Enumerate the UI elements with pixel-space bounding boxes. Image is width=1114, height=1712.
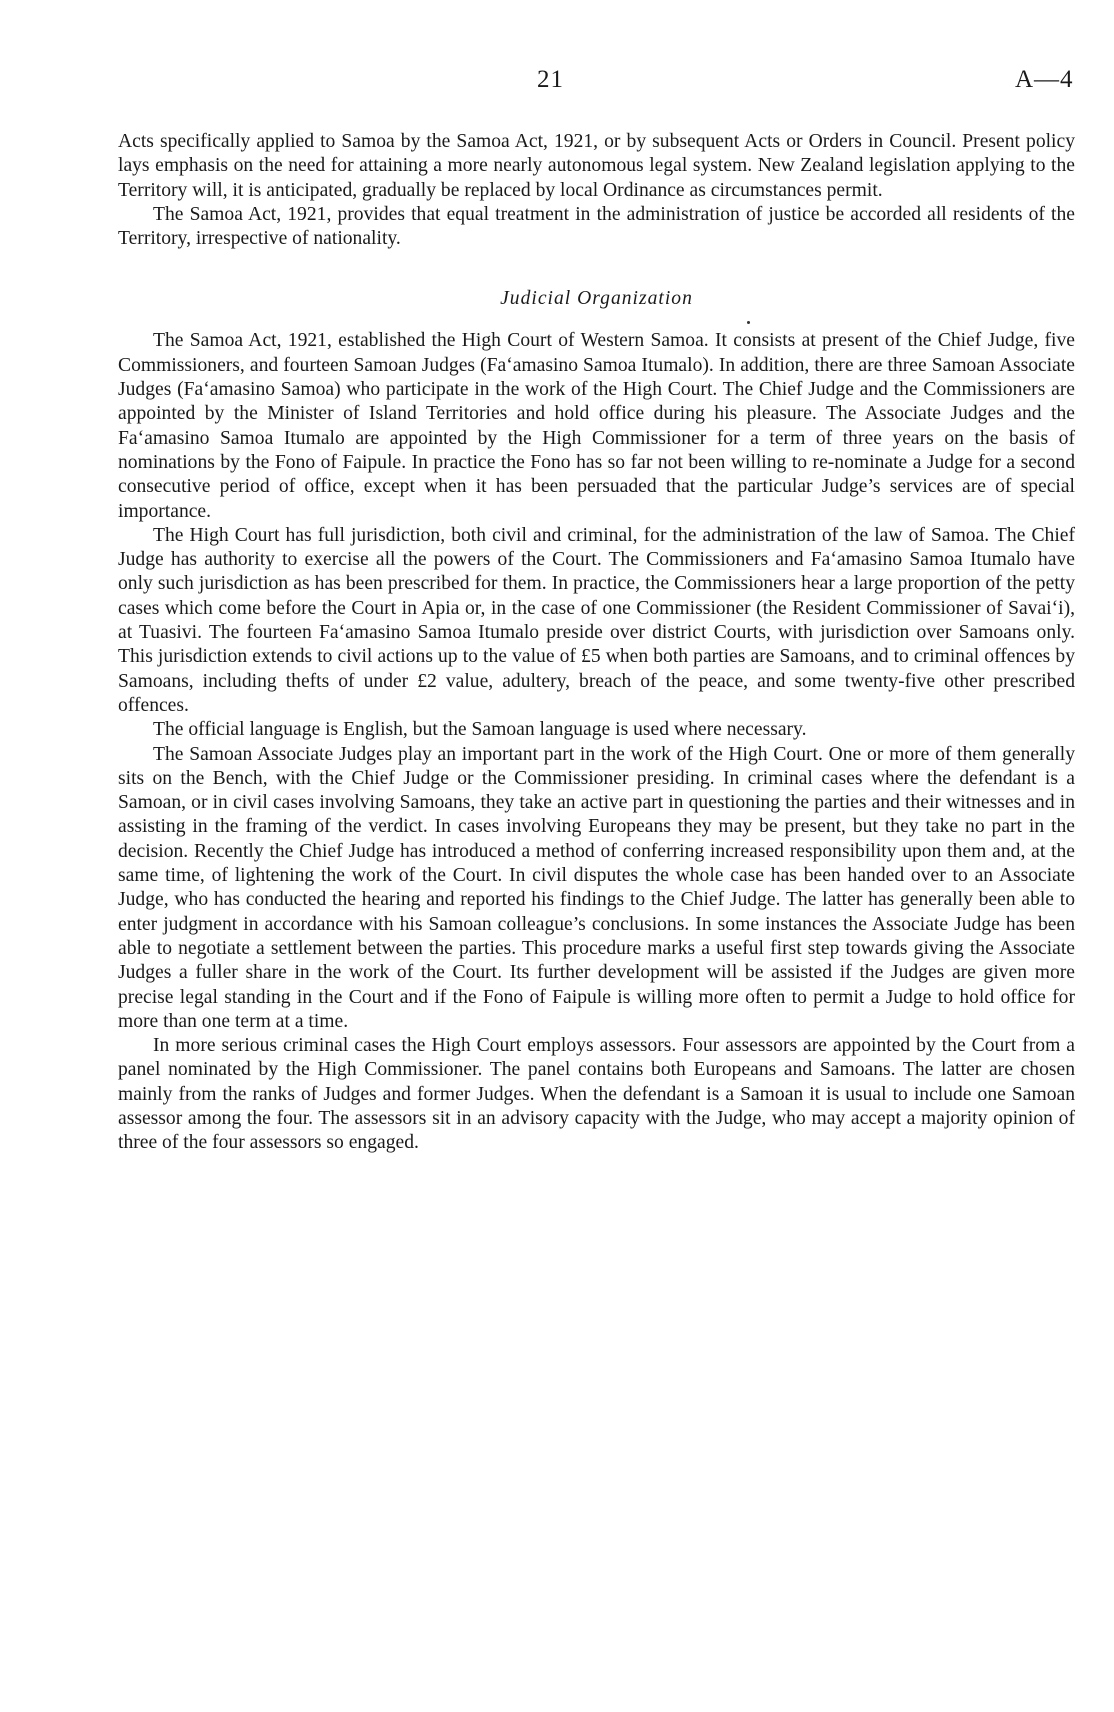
page-number: 21 (537, 66, 564, 93)
paragraph-language: The official language is English, but the Samoan language is used where necessary. (153, 719, 807, 741)
paragraph-associate-judges: The Samoan Associate Judges play an important part in the work of the High Court. One or more of them generally sits on the Bench, with the Chief Judge or the Commissioner presiding. In criminal cases where the defendant is a Samoan, or in civil cases involving Samoans, they take an active part in questioning the parties and their witnesses and in assisting in the framing of the verdict. In cases involving Europeans they may be present, but they take no part in the decision. Recently the Chief Judge has introduced a method of conferring increased responsibility upon them and, at the same time, of lightening the work of the Court. In civil disputes the whole case has been handed over to an Associate Judge, who has conducted the hearing and reported his findings to the Chief Judge. The latter has generally been able to enter judgment in accordance with his Samoan colleague’s conclusions. In some instances the Associate Judge has been able to negotiate a settlement between the parties. This procedure marks a useful first step towards giving the Associate Judges a fuller share in the work of the Court. Its further development will be assisted if the Judges are given more precise legal standing in the Court and if the Fono of Faipule is willing more often to permit a Judge to hold office for more than one term at a time. (118, 743, 1075, 1032)
paragraph-continuation: Acts specifically applied to Samoa by the Samoa Act, 1921, or by subsequent Acts or Orders in Council. Present policy lays emphasis on the need for attaining a more nearly autonomous legal system. New Zealand legislation applying to the Territory will, it is anticipated, gradually be replaced by local Ordinance as circumstances permit. (118, 131, 1075, 201)
paragraph-equal-treatment: The Samoa Act, 1921, provides that equal treatment in the administration of justice be accorded all residents of the Territory, irrespective of nationality. (118, 203, 1075, 250)
body-text (118, 130, 1075, 1156)
paragraph-jurisdiction: The High Court has full jurisdiction, both civil and criminal, for the administration of the law of Samoa. The Chief Judge has authority to exercise all the powers of the Court. The Commissioners and Fa‘amasino Samoa Itumalo have only such jurisdiction as has been prescribed for them. In practice, the Commissioners hear a large proportion of the petty cases which come before the Court in Apia or, in the case of one Commissioner (the Resident Commissioner of Savai‘i), at Tuasivi. The fourteen Fa‘amasino Samoa Itumalo preside over district Courts, with jurisdiction over Samoans only. This jurisdiction extends to civil actions up to the value of £5 when both parties are Samoans, and to criminal offences by Samoans, including thefts of under £2 value, adultery, breach of the peace, and some twenty-five other prescribed offences. (118, 524, 1075, 716)
section-heading: Judicial Organization (500, 288, 693, 310)
document-code: A—4 (1015, 66, 1074, 93)
paragraph-assessors: In more serious criminal cases the High Court employs assessors. Four assessors are appointed by the Court from a panel nominated by the High Commissioner. The panel contains both Europeans and Samoans. The latter are chosen mainly from the ranks of Judges and former Judges. When the defendant is a Samoan it is usual to include one Samoan assessor among the four. The assessors sit in an advisory capacity with the Judge, who may accept a majority opinion of three of the four assessors so engaged. (118, 1035, 1075, 1154)
paragraph-high-court: The Samoa Act, 1921, established the High Court of Western Samoa. It consists at present of the Chief Judge, five Commissioners, and fourteen Samoan Judges (Fa‘amasino Samoa Itumalo). In addition, there are three Samoan Associate Judges (Fa‘amasino Samoa) who participate in the work of the High Court. The Chief Judge and the Commissioners are appointed by the Minister of Island Territories and hold office during his pleasure. The Associate Judges and the Fa‘amasino Samoa Itumalo are appointed by the High Commissioner for a term of three years on the basis of nominations by the Fono of Faipule. In practice the Fono has so far not been willing to re-nominate a Judge for a second consecutive period of office, except when it has been persuaded that the particular Judge’s services are of special importance. (118, 330, 1075, 522)
